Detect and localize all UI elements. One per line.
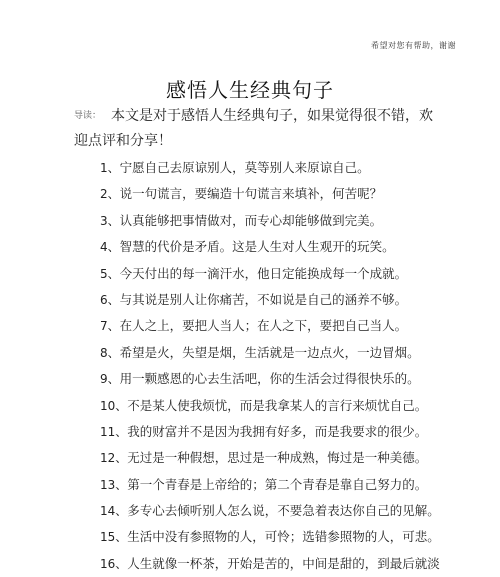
intro-label: 导读： xyxy=(74,111,102,121)
quote-item xyxy=(100,181,480,207)
quote-number: 5、 xyxy=(100,266,120,281)
quote-text: 希望是火，失望是烟，生活就是一边点火，一边冒烟。 xyxy=(119,344,420,360)
quote-item xyxy=(100,155,480,181)
quote-item xyxy=(100,234,480,260)
header-note: 希望对您有帮助，谢谢 xyxy=(371,41,456,50)
quote-number: 8、 xyxy=(100,345,120,360)
quote-text: 说一句谎言，要编造十句谎言来填补，何苦呢？ xyxy=(119,186,383,202)
quote-number: 13、 xyxy=(100,477,128,492)
quote-number: 16、 xyxy=(100,556,128,571)
quote-text: 无过是一种假想，思过是一种成熟，悔过是一种美德。 xyxy=(127,450,428,466)
quote-number: 1、 xyxy=(100,161,120,175)
intro-text: 本文是对于感悟人生经典句子，如果觉得很不错，欢迎点评和分享！ xyxy=(74,108,434,149)
quote-item xyxy=(100,524,480,550)
quote-text: 认真能够把事情做对，而专心却能够做到完美。 xyxy=(119,212,383,228)
quote-item xyxy=(100,261,480,287)
quote-number: 14、 xyxy=(100,504,128,519)
quote-text: 今天付出的每一滴汗水，他日定能换成每一个成就。 xyxy=(119,265,408,281)
quote-item xyxy=(100,445,480,471)
quote-number: 10、 xyxy=(100,398,128,413)
quote-item xyxy=(100,393,480,419)
quote-text: 智慧的代价是矛盾。这是人生对人生观开的玩笑。 xyxy=(119,239,395,255)
quote-number: 15、 xyxy=(100,530,128,545)
quote-item xyxy=(100,551,480,577)
quote-item xyxy=(100,208,480,234)
quote-item xyxy=(100,287,480,313)
quote-number: 7、 xyxy=(100,319,120,334)
quote-text: 生活中没有参照物的人，可怜；选错参照物的人，可悲。 xyxy=(127,529,440,545)
quote-number: 11、 xyxy=(100,424,128,439)
quote-text: 我的财富并不是因为我拥有好多，而是我要求的很少。 xyxy=(127,423,428,439)
quote-number: 6、 xyxy=(100,292,120,307)
quote-item xyxy=(100,498,480,524)
document-title: 感悟人生经典句子 xyxy=(166,78,334,102)
quote-text: 用一颗感恩的心去生活吧，你的生活会过得很快乐的。 xyxy=(119,371,420,387)
quote-text: 宁愿自己去原谅别人，莫等别人来原谅自己。 xyxy=(119,160,370,175)
quote-item xyxy=(100,472,480,498)
quote-number: 12、 xyxy=(100,451,128,466)
quote-item xyxy=(100,419,480,445)
intro-paragraph xyxy=(74,104,434,154)
quote-list xyxy=(100,155,480,577)
quote-item xyxy=(100,340,480,366)
quote-text: 第一个青春是上帝给的；第二个青春是靠自己努力的。 xyxy=(127,476,428,492)
quote-number: 9、 xyxy=(100,372,120,387)
quote-number: 3、 xyxy=(100,213,120,228)
quote-text: 人生就像一杯茶，开始是苦的，中间是甜的，到最后就淡 xyxy=(127,555,440,571)
quote-text: 多专心去倾听别人怎么说，不要急着表达你自己的见解。 xyxy=(127,503,440,519)
quote-number: 2、 xyxy=(100,187,120,202)
quote-text: 不是某人使我烦忧，而是我拿某人的言行来烦忧自己。 xyxy=(127,397,428,413)
quote-number: 4、 xyxy=(100,240,120,255)
quote-item xyxy=(100,366,480,392)
quote-item xyxy=(100,313,480,339)
quote-text: 在人之上，要把人当人；在人之下，要把自己当人。 xyxy=(119,318,408,334)
quote-text: 与其说是别人让你痛苦，不如说是自己的涵养不够。 xyxy=(119,291,408,307)
